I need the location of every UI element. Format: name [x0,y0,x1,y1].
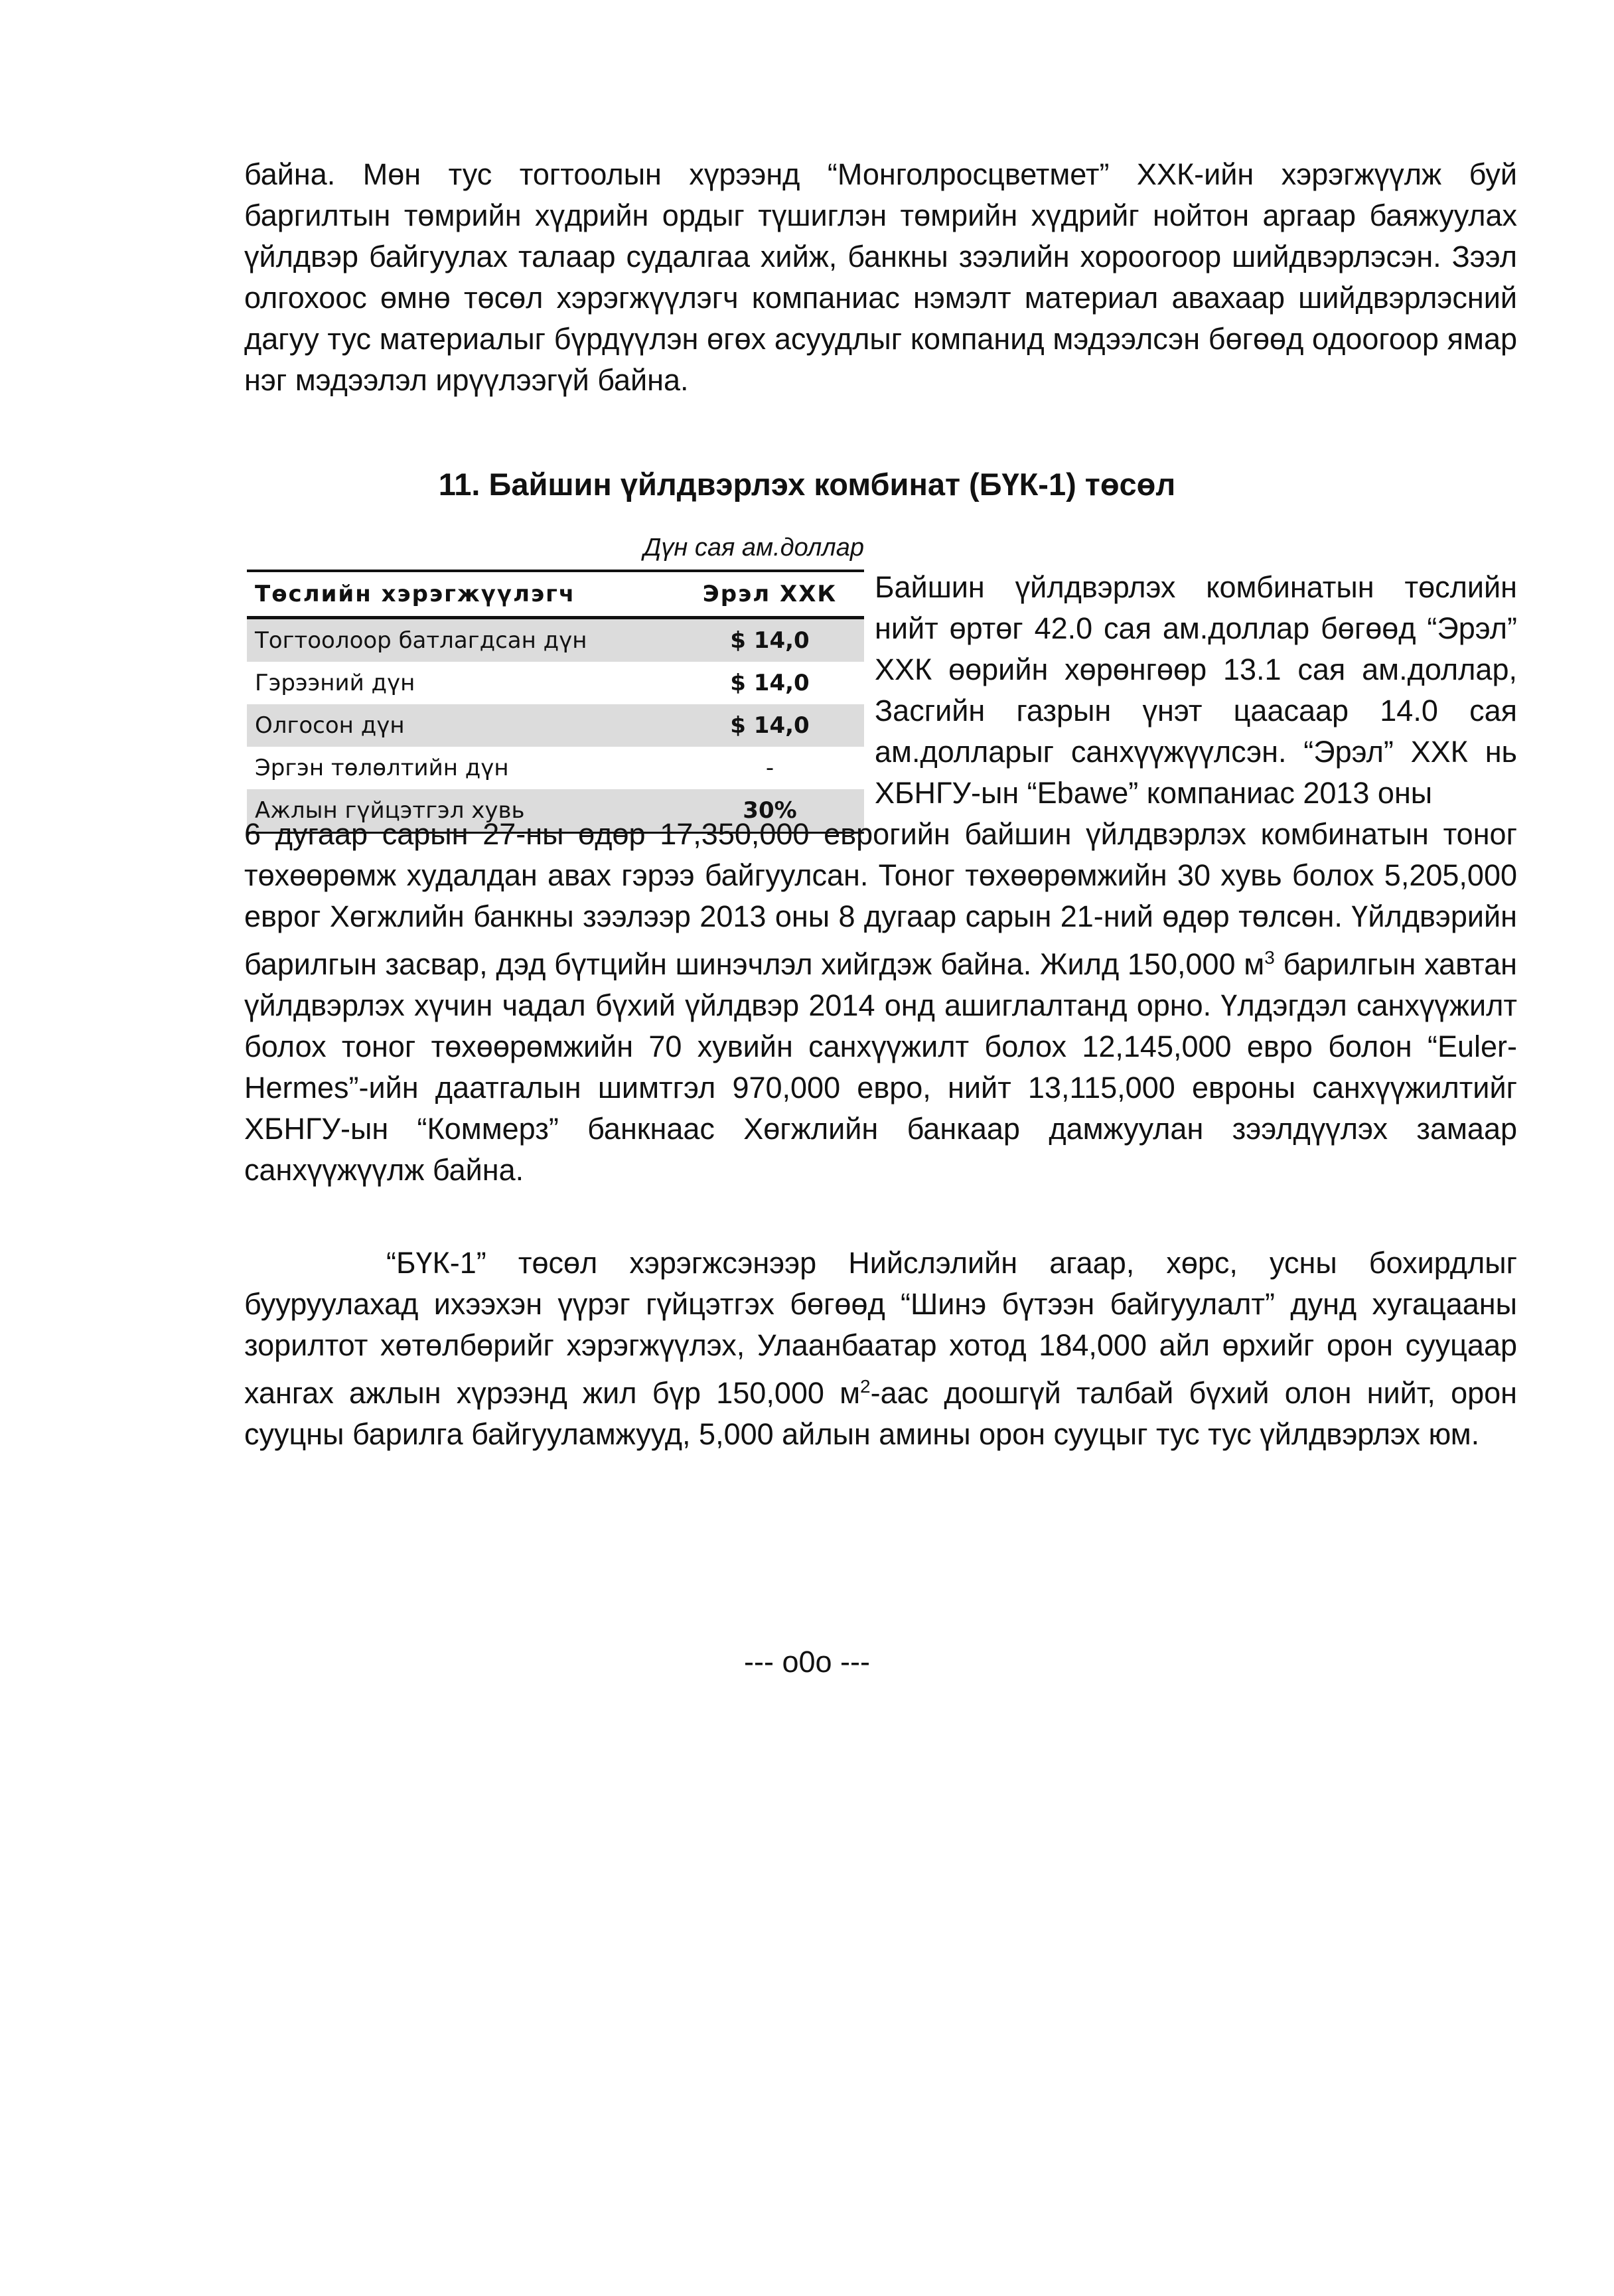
table-unit-note: Дүн сая ам.доллар [643,534,864,562]
table-row [247,747,864,789]
row-label: Тогтоолоор батлагдсан дүн [247,618,676,662]
row-label: Олгосон дүн [247,704,676,747]
table-row [247,704,864,747]
text-before-superscript: 6 дугаар сарын 27-ны өдөр 17,350,000 еврогийн байшин үйлдвэрлэх комбинатын тоног төхөөрөмж худалдан авах гэрээ байгуулсан. Тоног төхөөрөмжийн 30 хувь болох 5,205,000 еврог Хөгжлийн банкны зээлээр 2013 оны 8 дугаар сарын 21-ний өдөр төлсөн. Үйлдвэрийн барилгын засвар, дэд бүтцийн шинэчлэл хийгдэж байна. Жилд 150,000 м [244,817,1517,981]
table-row [247,662,864,704]
row-value: $ 14,0 [730,670,810,696]
row-label: Ажлын гүйцэтгэл хувь [247,789,676,833]
side-paragraph: Байшин үйлдвэрлэх комбинатын төслийн нийт өртөг 42.0 сая ам.доллар бөгөөд “Эрэл” ХХК өөрийн хөрөнгөөр 13.1 сая ам.доллар, Засгийн газрын үнэт цаасаар 14.0 сая ам.долларыг санхүүжүүлсэн. “Эрэл” ХХК нь ХБНГУ-ын “Ebawe” компаниас 2013 оны [875,570,1517,810]
paragraph-continued [244,814,1517,1191]
table-row [247,618,864,662]
paragraph-top: байна. Мөн тус тогтоолын хүрээнд “Монголросцветмет” ХХК-ийн хэрэгжүүлж буй баргилтын төмрийн хүдрийн ордыг түшиглэн төмрийн хүдрийг нойтон аргаар баяжуулах үйлдвэр байгуулах талаар судалгаа хийж, банкны зээлийн хороогоор шийдвэрлэсэн. Зээл олгохоос өмнө төсөл хэрэгжүүлэгч компаниас нэмэлт материал авахаар шийдвэрлэсний дагуу тус материалыг бүрдүүлэн өгөх асуудлыг компанид мэдээлсэн бөгөөд одоогоор ямар нэг мэдээлэл ирүүлээгүй байна. [244,157,1517,397]
text-after-superscript: барилгын хавтан үйлдвэрлэх хүчин чадал бүхий үйлдвэр 2014 онд ашиглалтанд орно. Үлдэгдэл санхүүжилт болох тоног төхөөрөмжийн 70 хувийн санхүүжилт болох 12,145,000 евро болон “Euler-Hermes”-ийн даатгалын шимтгэл 970,000 евро, нийт 13,115,000 евроны санхүүжилтийг ХБНГУ-ын “Коммерз” банкнаас Хөгжлийн банкаар дамжуулан зээлдүүлэх замаар санхүүжүүлж байна. [244,947,1517,1187]
text-after-superscript: -аас доошгүй талбай бүхий олон нийт, орон сууцны барилга байгууламжууд, 5,000 айлын амины орон сууцыг тус тус үйлдвэрлэх юм. [244,1376,1517,1451]
row-value: - [765,755,774,781]
table-header-label: Төслийн хэрэгжүүлэгч [247,571,676,618]
table-header-value: Эрэл ХХК [676,571,864,618]
row-label: Эргэн төлөлтийн дүн [255,755,509,781]
row-value: $ 14,0 [676,618,864,662]
paragraph-second [244,1243,1517,1455]
row-value: 30% [676,789,864,833]
superscript: 2 [860,1376,871,1397]
section-heading: 11. Байшин үйлдвэрлэх комбинат (БҮК-1) төсөл [438,467,1176,502]
end-mark: --- o0o --- [744,1645,870,1679]
table-header-row [247,571,864,618]
text-before-superscript: “БҮК-1” төсөл хэрэгжсэнээр Нийслэлийн агаар, хөрс, усны бохирдлыг бууруулахад ихээхэн үүрэг гүйцэтгэх бөгөөд “Шинэ бүтээн байгуулалт” дунд хугацааны зорилтот хөтөлбөрийг хэрэгжүүлэх, Улаанбаатар хотод 184,000 айл өрхийг орон сууцаар хангах ажлын хүрээнд жил бүр 150,000 м [244,1246,1517,1410]
superscript: 3 [1264,947,1275,968]
row-value: $ 14,0 [676,704,864,747]
row-label: Гэрээний дүн [255,670,415,696]
project-summary-table [247,570,864,834]
